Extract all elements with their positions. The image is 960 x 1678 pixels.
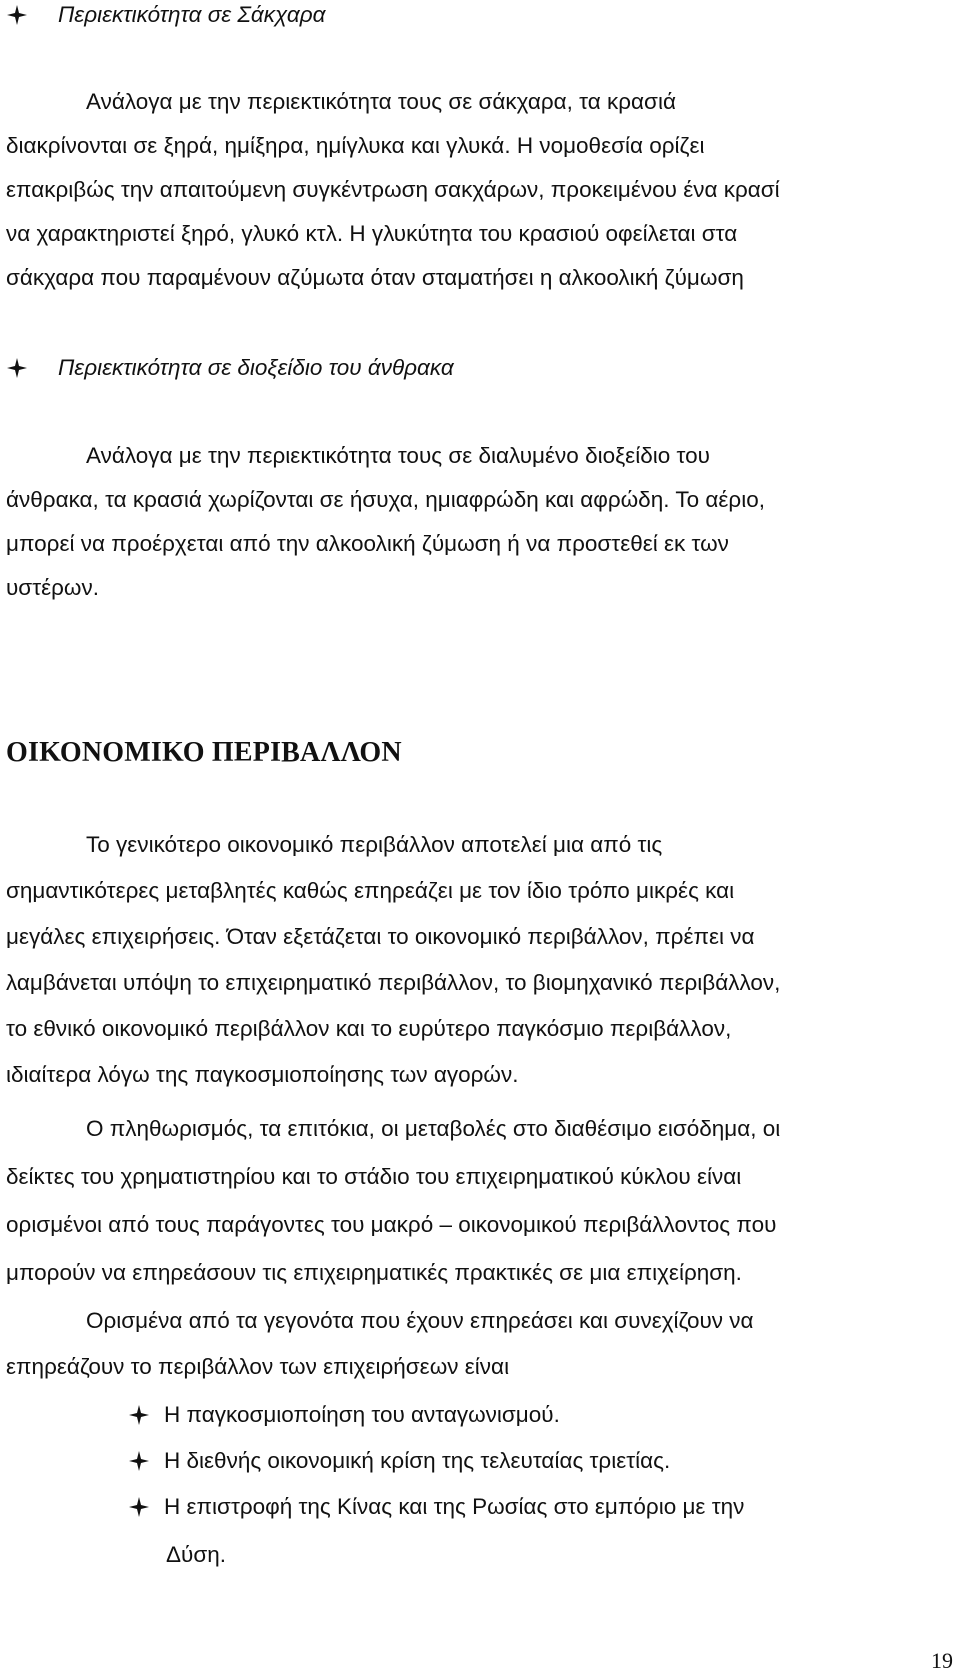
paragraph-line: άνθρακα, τα κρασιά χωρίζονται σε ήσυχα, ημιαφρώδη και αφρώδη. Το αέριο,	[6, 487, 765, 512]
paragraph-line: σημαντικότερες μεταβλητές καθώς επηρεάζει με τον ίδιο τρόπο μικρές και	[6, 878, 735, 903]
four-petal-diamond-icon	[128, 1450, 150, 1472]
bullet-item: Η παγκοσμιοποίηση του ανταγωνισμού.	[128, 1400, 560, 1430]
bullet-continuation-line: Δύση.	[166, 1542, 226, 1567]
paragraph-line: Ανάλογα με την περιεκτικότητα τους σε σάκχαρα, τα κρασιά	[86, 89, 676, 114]
paragraph-line: λαμβάνεται υπόψη το επιχειρηματικό περιβάλλον, το βιομηχανικό περιβάλλον,	[6, 970, 781, 995]
sugar-heading: Περιεκτικότητα σε Σάκχαρα	[58, 2, 326, 27]
co2-heading: Περιεκτικότητα σε διοξείδιο του άνθρακα	[58, 355, 454, 380]
paragraph-line: Ανάλογα με την περιεκτικότητα τους σε διαλυμένο διοξείδιο του	[86, 443, 710, 468]
four-petal-diamond-icon	[128, 1496, 150, 1518]
sugar-heading-row	[6, 0, 325, 30]
four-petal-diamond-icon	[6, 4, 28, 26]
four-petal-diamond-icon	[128, 1404, 150, 1426]
paragraph-line: Ο πληθωρισμός, τα επιτόκια, οι μεταβολές στο διαθέσιμο εισόδημα, οι	[86, 1116, 781, 1141]
document-page	[6, 0, 956, 1678]
bullet-item: Η διεθνής οικονομική κρίση της τελευταίας τριετίας.	[128, 1446, 670, 1476]
paragraph-line: υστέρων.	[6, 575, 99, 600]
paragraph-line: δείκτες του χρηματιστηρίου και το στάδιο του επιχειρηματικού κύκλου είναι	[6, 1164, 742, 1189]
bullet-item: Η επιστροφή της Κίνας και της Ρωσίας στο εμπόριο με την	[128, 1492, 744, 1522]
paragraph-line: ορισμένοι από τους παράγοντες του μακρό – οικονομικού περιβάλλοντος που	[6, 1212, 777, 1237]
paragraph-line: σάκχαρα που παραμένουν αζύμωτα όταν σταματήσει η αλκοολική ζύμωση	[6, 265, 744, 290]
paragraph-line: να χαρακτηριστεί ξηρό, γλυκό κτλ. Η γλυκύτητα του κρασιού οφείλεται στα	[6, 221, 738, 246]
paragraph-line: επηρεάζουν το περιβάλλον των επιχειρήσεων είναι	[6, 1354, 510, 1379]
paragraph-line: το εθνικό οικονομικό περιβάλλον και το ευρύτερο παγκόσμιο περιβάλλον,	[6, 1016, 732, 1041]
paragraph-line: μπορούν να επηρεάσουν τις επιχειρηματικές πρακτικές σε μια επιχείρηση.	[6, 1260, 742, 1285]
paragraph-line: μεγάλες επιχειρήσεις. Όταν εξετάζεται το οικονομικό περιβάλλον, πρέπει να	[6, 924, 755, 949]
section-title: ΟΙΚΟΝΟΜΙΚΟ ΠΕΡΙΒΑΛΛΟΝ	[6, 737, 402, 768]
paragraph-line: Ορισμένα από τα γεγονότα που έχουν επηρεάσει και συνεχίζουν να	[86, 1308, 754, 1333]
four-petal-diamond-icon	[6, 357, 28, 379]
co2-heading-row	[6, 353, 454, 383]
paragraph-line: Το γενικότερο οικονομικό περιβάλλον αποτελεί μια από τις	[86, 832, 663, 857]
paragraph-line: διακρίνονται σε ξηρά, ημίξηρα, ημίγλυκα και γλυκά. Η νομοθεσία ορίζει	[6, 133, 705, 158]
paragraph-line: ιδιαίτερα λόγω της παγκοσμιοποίησης των αγορών.	[6, 1062, 519, 1087]
paragraph-line: επακριβώς την απαιτούμενη συγκέντρωση σακχάρων, προκειμένου ένα κρασί	[6, 177, 780, 202]
page-number: 19	[931, 1648, 953, 1673]
paragraph-line: μπορεί να προέρχεται από την αλκοολική ζύμωση ή να προστεθεί εκ των	[6, 531, 729, 556]
